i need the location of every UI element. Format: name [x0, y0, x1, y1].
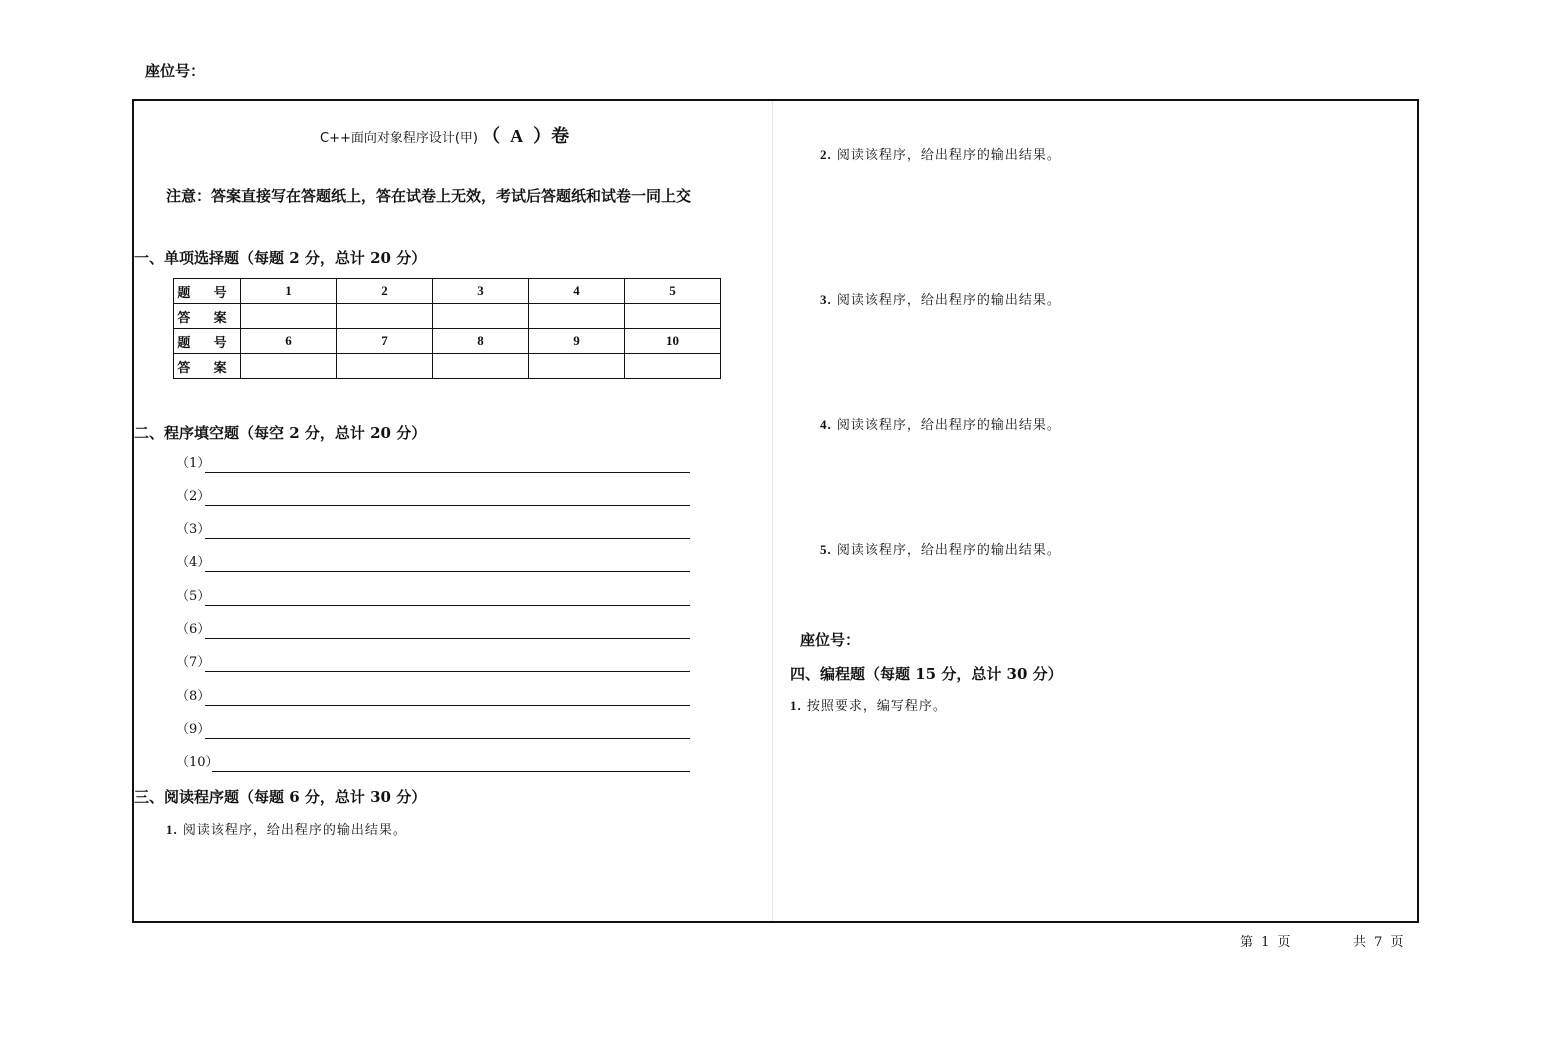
column-divider [772, 101, 773, 921]
fill-blank-2[interactable] [176, 484, 696, 506]
question-number-cell: 2 [337, 279, 433, 304]
title-close-paren: ）卷 [533, 126, 570, 147]
question-number-cell: 10 [625, 329, 721, 354]
section2-heading: 二、程序填空题（每空 2 分，总计 20 分） [134, 424, 427, 442]
blank-label: （9） [176, 722, 211, 737]
answer-cell[interactable] [337, 354, 433, 379]
blank-line[interactable] [205, 638, 690, 639]
exam-notice: 注意：答案直接写在答题纸上，答在试卷上无效，考试后答题纸和试卷一同上交 [166, 187, 692, 205]
blank-label: （7） [176, 655, 211, 670]
question-number-cell: 7 [337, 329, 433, 354]
fill-blank-9[interactable] [176, 717, 696, 739]
question-number: 3. [820, 292, 832, 307]
question-text: 阅读该程序，给出程序的输出结果。 [182, 823, 407, 838]
blank-label: （4） [176, 555, 211, 570]
fill-blank-8[interactable] [176, 684, 696, 706]
blank-label: （3） [176, 522, 211, 537]
answer-cell[interactable] [433, 304, 529, 329]
answer-cell[interactable] [529, 304, 625, 329]
reading-question-5 [820, 539, 1061, 558]
row-label-number: 题 号 [174, 329, 241, 354]
question-number-cell: 5 [625, 279, 721, 304]
question-number-cell: 1 [241, 279, 337, 304]
question-text: 阅读该程序，给出程序的输出结果。 [836, 418, 1061, 433]
blank-label: （5） [176, 589, 211, 604]
section1-heading: 一、单项选择题（每题 2 分，总计 20 分） [134, 249, 427, 267]
question-text: 阅读该程序，给出程序的输出结果。 [836, 148, 1061, 163]
question-number-cell: 3 [433, 279, 529, 304]
section3-heading: 三、阅读程序题（每题 6 分，总计 30 分） [134, 788, 427, 806]
blank-label: （2） [176, 489, 211, 504]
blank-label: （6） [176, 622, 211, 637]
blank-line[interactable] [205, 671, 690, 672]
answer-cell[interactable] [241, 304, 337, 329]
question-number: 1. [166, 822, 178, 837]
blank-line[interactable] [205, 705, 690, 706]
reading-question-3 [820, 289, 1061, 308]
blank-label: （1） [176, 456, 211, 471]
question-text: 阅读该程序，给出程序的输出结果。 [836, 543, 1061, 558]
answer-cell[interactable] [625, 354, 721, 379]
exam-title [320, 122, 569, 148]
title-open-paren: （ [482, 126, 501, 147]
question-text: 阅读该程序，给出程序的输出结果。 [836, 293, 1061, 308]
reading-question-1 [166, 819, 407, 838]
section4-heading: 四、编程题（每题 15 分，总计 30 分） [790, 665, 1063, 683]
question-number: 4. [820, 417, 832, 432]
fill-blank-4[interactable] [176, 550, 696, 572]
question-number: 2. [820, 147, 832, 162]
row-label-number: 题 号 [174, 279, 241, 304]
reading-question-2 [820, 144, 1061, 163]
table-row [174, 354, 721, 379]
fill-blank-1[interactable] [176, 451, 696, 473]
table-row [174, 329, 721, 354]
blank-line[interactable] [212, 771, 690, 772]
answer-cell[interactable] [241, 354, 337, 379]
question-number-cell: 6 [241, 329, 337, 354]
fill-blank-10[interactable] [176, 750, 696, 772]
blank-label: （10） [176, 755, 219, 770]
answer-cell[interactable] [625, 304, 721, 329]
question-text: 按照要求，编写程序。 [806, 699, 947, 714]
answer-cell[interactable] [433, 354, 529, 379]
blank-line[interactable] [205, 571, 690, 572]
fill-blank-7[interactable] [176, 650, 696, 672]
answer-cell[interactable] [337, 304, 433, 329]
blank-line[interactable] [205, 605, 690, 606]
row-label-answer: 答 案 [174, 354, 241, 379]
blank-line[interactable] [205, 505, 690, 506]
fill-blank-5[interactable] [176, 584, 696, 606]
blank-line[interactable] [205, 738, 690, 739]
course-name: C++面向对象程序设计(甲) [320, 131, 479, 146]
seat-number-label: 座位号： [145, 62, 206, 80]
page-total: 共 7 页 [1353, 935, 1406, 950]
row-label-answer: 答 案 [174, 304, 241, 329]
fill-blank-6[interactable] [176, 617, 696, 639]
answer-cell[interactable] [529, 354, 625, 379]
reading-question-4 [820, 414, 1061, 433]
fill-blank-3[interactable] [176, 517, 696, 539]
question-number: 1. [790, 698, 802, 713]
question-number-cell: 4 [529, 279, 625, 304]
blank-label: （8） [176, 689, 211, 704]
blank-line[interactable] [205, 538, 690, 539]
blank-line[interactable] [205, 472, 690, 473]
paper-version: A [510, 126, 524, 146]
question-number-cell: 9 [529, 329, 625, 354]
page-number: 第 1 页 [1240, 935, 1293, 950]
question-number-cell: 8 [433, 329, 529, 354]
right-seat-number-label: 座位号： [800, 631, 861, 649]
table-row [174, 279, 721, 304]
question-number: 5. [820, 542, 832, 557]
choice-answer-table [173, 278, 721, 379]
table-row [174, 304, 721, 329]
programming-question-1 [790, 695, 947, 714]
